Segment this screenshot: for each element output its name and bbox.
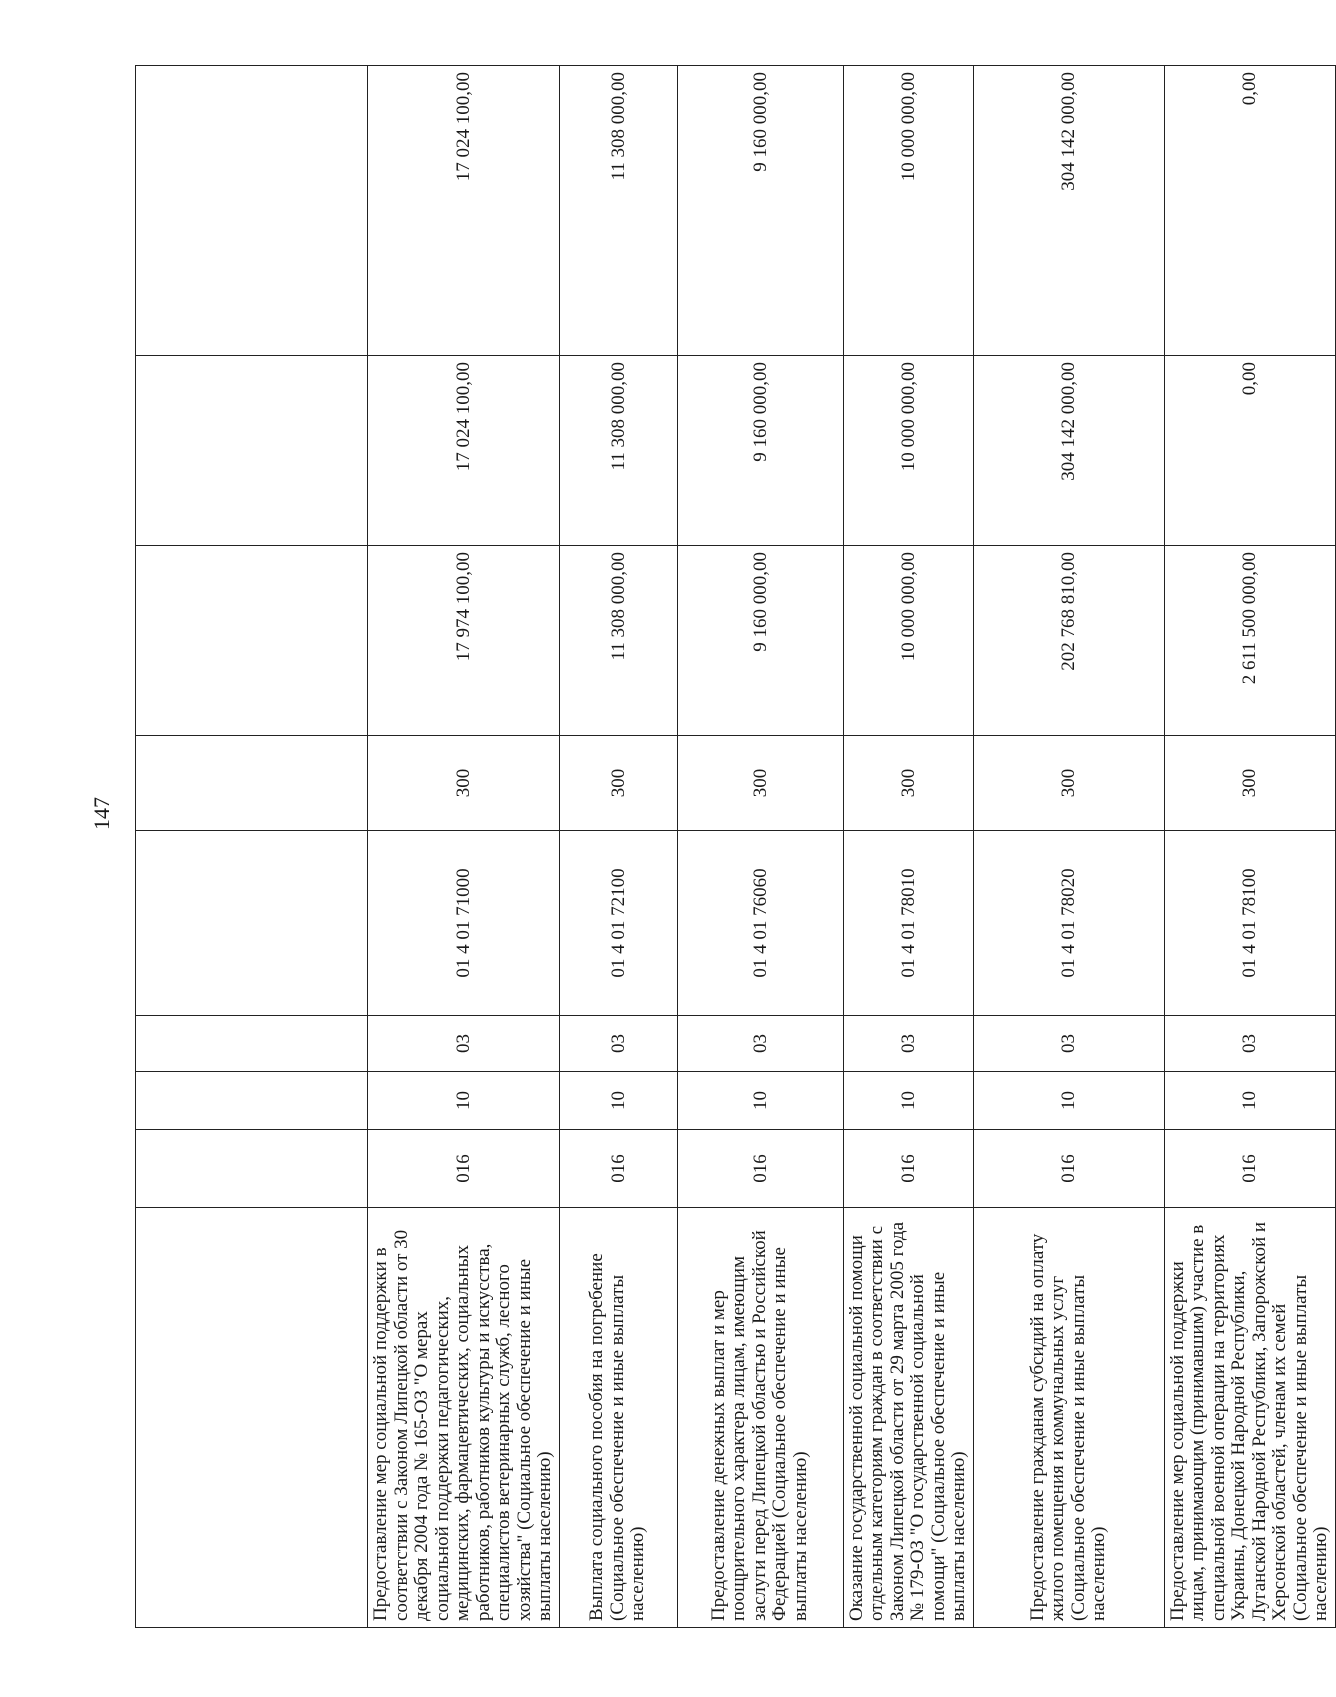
cell-vr: 300 <box>677 736 843 831</box>
cell-csr: 01 4 01 78100 <box>1164 831 1335 1016</box>
cell-empty <box>136 66 368 356</box>
cell-empty <box>136 546 368 736</box>
cell-razdel: 10 <box>559 1072 677 1130</box>
cell-sum2: 9 160 000,00 <box>677 356 843 546</box>
cell-podrazdel: 03 <box>559 1016 677 1072</box>
cell-csr: 01 4 01 76060 <box>677 831 843 1016</box>
cell-empty <box>136 1208 368 1628</box>
cell-csr: 01 4 01 78020 <box>973 831 1164 1016</box>
cell-sum1: 11 308 000,00 <box>559 546 677 736</box>
table-row <box>677 66 843 1628</box>
cell-grbs: 016 <box>677 1130 843 1208</box>
cell-razdel: 10 <box>1164 1072 1335 1130</box>
cell-sum2: 10 000 000,00 <box>843 356 973 546</box>
table-row <box>973 66 1164 1628</box>
cell-podrazdel: 03 <box>368 1016 560 1072</box>
cell-vr: 300 <box>843 736 973 831</box>
cell-empty <box>136 1130 368 1208</box>
table-row <box>368 66 560 1628</box>
cell-grbs: 016 <box>559 1130 677 1208</box>
cell-podrazdel: 03 <box>1164 1016 1335 1072</box>
table-row-partial-top <box>136 66 368 1628</box>
cell-sum3: 9 160 000,00 <box>677 66 843 356</box>
cell-razdel: 10 <box>368 1072 560 1130</box>
cell-empty <box>136 1016 368 1072</box>
cell-sum1: 10 000 000,00 <box>843 546 973 736</box>
cell-empty <box>136 831 368 1016</box>
cell-razdel: 10 <box>677 1072 843 1130</box>
cell-sum3: 0,00 <box>1164 66 1335 356</box>
cell-sum3: 11 308 000,00 <box>559 66 677 356</box>
budget-table-rotated <box>135 66 1331 1628</box>
cell-vr: 300 <box>973 736 1164 831</box>
cell-podrazdel: 03 <box>843 1016 973 1072</box>
cell-csr: 01 4 01 71000 <box>368 831 560 1016</box>
cell-grbs: 016 <box>368 1130 560 1208</box>
cell-sum2: 11 308 000,00 <box>559 356 677 546</box>
cell-name: Предоставление мер социальной поддержки лицам, принимающим (принимавшим) участие в специальной военной операции на территориях Украины, Донецкой Народной Республики, Луганской Народной Республики, Запорожской и Херсонской областей, членам их семей (Социальное обеспечение и иные выплаты населению) <box>1164 1208 1335 1628</box>
cell-razdel: 10 <box>973 1072 1164 1130</box>
cell-name: Предоставление денежных выплат и мер поощрительного характера лицам, имеющим заслуги перед Липецкой областью и Российской Федерацией (Социальное обеспечение и иные выплаты населению) <box>677 1208 843 1628</box>
table-row <box>843 66 973 1628</box>
cell-csr: 01 4 01 72100 <box>559 831 677 1016</box>
table-row <box>559 66 677 1628</box>
cell-podrazdel: 03 <box>973 1016 1164 1072</box>
cell-sum1: 17 974 100,00 <box>368 546 560 736</box>
cell-vr: 300 <box>559 736 677 831</box>
cell-grbs: 016 <box>843 1130 973 1208</box>
cell-sum3: 304 142 000,00 <box>973 66 1164 356</box>
cell-empty <box>136 356 368 546</box>
cell-empty <box>136 736 368 831</box>
cell-empty <box>136 1072 368 1130</box>
cell-razdel: 10 <box>843 1072 973 1130</box>
cell-sum1: 9 160 000,00 <box>677 546 843 736</box>
cell-vr: 300 <box>1164 736 1335 831</box>
cell-sum2: 17 024 100,00 <box>368 356 560 546</box>
cell-podrazdel: 03 <box>677 1016 843 1072</box>
table-row <box>1164 66 1335 1628</box>
cell-csr: 01 4 01 78010 <box>843 831 973 1016</box>
cell-name: Предоставление мер социальной поддержки в соответствии с Законом Липецкой области от 30 декабря 2004 года № 165-ОЗ "О мерах социальной поддержки педагогических, медицинских, фармацевтических, социальных работников, работников культуры и искусства, специалистов ветеринарных служб, лесного хозяйства" (Социальное обеспечение и иные выплаты населению) <box>368 1208 560 1628</box>
cell-name: Выплата социального пособия на погребение (Социальное обеспечение и иные выплаты населению) <box>559 1208 677 1628</box>
cell-grbs: 016 <box>1164 1130 1335 1208</box>
cell-sum2: 0,00 <box>1164 356 1335 546</box>
cell-grbs: 016 <box>973 1130 1164 1208</box>
cell-sum1: 2 611 500 000,00 <box>1164 546 1335 736</box>
budget-allocation-table <box>135 65 1336 1628</box>
cell-sum3: 10 000 000,00 <box>843 66 973 356</box>
cell-name: Оказание государственной социальной помощи отдельным категориям граждан в соответствии с Законом Липецкой области от 29 марта 2005 года № 179-ОЗ "О государственной социальной помощи" (Социальное обеспечение и иные выплаты населению) <box>843 1208 973 1628</box>
cell-sum3: 17 024 100,00 <box>368 66 560 356</box>
cell-vr: 300 <box>368 736 560 831</box>
cell-sum2: 304 142 000,00 <box>973 356 1164 546</box>
cell-sum1: 202 768 810,00 <box>973 546 1164 736</box>
cell-name: Предоставление гражданам субсидий на оплату жилого помещения и коммунальных услуг (Социальное обеспечение и иные выплаты населению) <box>973 1208 1164 1628</box>
page-number: 147 <box>89 797 114 830</box>
